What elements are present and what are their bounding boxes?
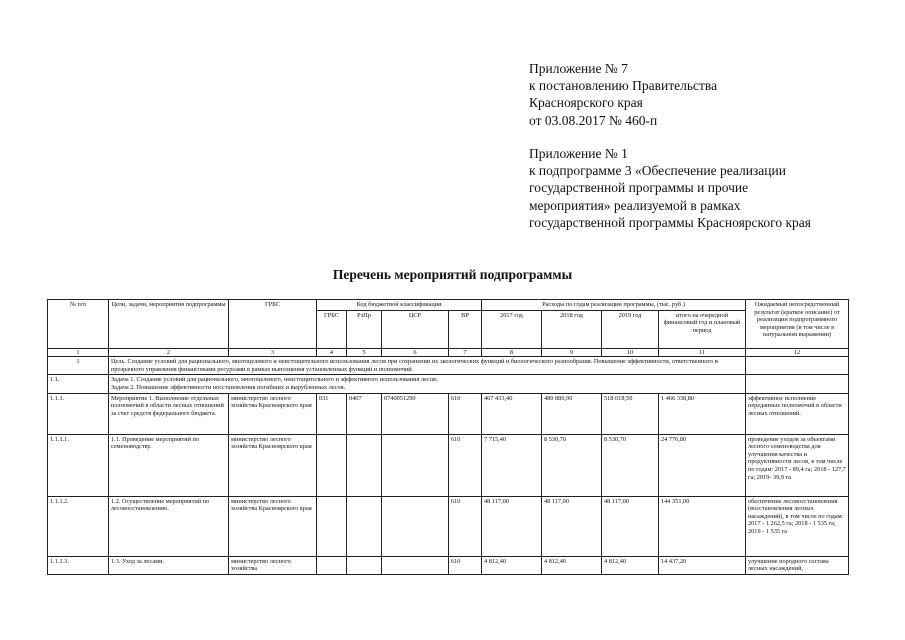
header-line: государственной программы Красноярского края (529, 214, 811, 230)
col-header-rzpr: РзПр (347, 310, 382, 348)
col-header-grbs-code: ГРБС (317, 310, 347, 348)
cell-grbs: министерство лесного хозяйства (229, 556, 317, 574)
cell-y2017: 467 433,40 (482, 393, 542, 434)
cell-y2018: 480 886,90 (542, 393, 602, 434)
cell-total: 144 351,00 (659, 496, 746, 556)
cell-vr: 610 (449, 556, 482, 574)
goal-row (48, 357, 849, 375)
header-line: к подпрограмме 3 «Обеспечение реализации (529, 163, 786, 179)
column-number: 10 (602, 348, 659, 357)
task-text-1: Задача 1. Создание условий для рационального, многоцелевого, неистощительного и эффективного использования лесов; (111, 376, 438, 384)
col-header-2019: 2019 год (602, 310, 659, 348)
cell-y2018: 48 117,00 (542, 496, 602, 556)
cell-y2017: 7 715,40 (482, 434, 542, 496)
column-number: 5 (347, 348, 382, 357)
cell-name: 1.1. Проведение мероприятий по семеноводству. (109, 434, 229, 496)
col-header-kbk: Код бюджетной классификации (317, 300, 482, 311)
column-number: 12 (746, 348, 849, 357)
cell-y2019: 8 530,70 (602, 434, 659, 496)
cell-rzpr: 0407 (347, 393, 382, 434)
cell-y2017: 48 117,00 (482, 496, 542, 556)
col-header-2017: 2017 год (482, 310, 542, 348)
cell-num: 1.1.1.3. (48, 556, 109, 574)
cell-num: 1.1.1. (48, 393, 109, 434)
cell-rzpr (347, 434, 382, 496)
header-line: Приложение № 7 (529, 61, 628, 76)
cell-name: Мероприятие 1. Выполнение отдельных полномочий в области лесных отношений за счет средств федерального бюджета. (109, 393, 229, 434)
cell-num: 1.1.1.1. (48, 434, 109, 496)
header-row-1 (48, 300, 849, 311)
task-num: 1.1. (48, 375, 109, 393)
header-line: Красноярского края (529, 95, 643, 111)
cell-num: 1.1.1.2. (48, 496, 109, 556)
column-number: 3 (229, 348, 317, 357)
cell-rzpr (347, 496, 382, 556)
table-row (48, 496, 849, 556)
column-number: 7 (449, 348, 482, 357)
col-header-total: итого на очередной финансовый год и плановый период (659, 310, 746, 348)
cell-name: 1.2. Осуществление мероприятий по лесовосстановлению. (109, 496, 229, 556)
col-header-csr: ЦСР (382, 310, 449, 348)
cell-vr: 610 (449, 434, 482, 496)
goal-text: Цель. Создание условий для рационального, многоцелевого и неистощительного использования лесов при сохранении их экологических функций и биологического разнообразия. Повышение эффективности, ответственного и прозрачного управления финансовыми ресурсами в рамках выполнения установленных функций и полномочий. (109, 357, 746, 375)
cell-y2018: 8 530,70 (542, 434, 602, 496)
document-title: Перечень мероприятий подпрограммы (332, 267, 573, 282)
appendix-7-header (529, 60, 717, 129)
cell-grbs: министерство лесного хозяйства Красноярского края (229, 434, 317, 496)
header-line: мероприятия» реализуемой в рамках (529, 197, 741, 213)
header-line: государственной программы и прочие (529, 180, 749, 196)
cell-total: 1 466 338,80 (659, 393, 746, 434)
cell-total: 24 776,80 (659, 434, 746, 496)
col-header-grbs: ГРБС (229, 300, 317, 349)
cell-y2017: 4 812,40 (482, 556, 542, 574)
col-header-goals: Цели, задачи, мероприятия подпрограммы (109, 300, 229, 349)
column-number: 11 (659, 348, 746, 357)
table-row (48, 393, 849, 434)
task-row (48, 375, 849, 393)
cell-y2019: 518 018,50 (602, 393, 659, 434)
col-header-expenses: Расходы по годам реализации программы, (тыс. руб.) (482, 300, 746, 311)
cell-grbs-code (317, 556, 347, 574)
cell-vr: 610 (449, 496, 482, 556)
cell-csr (382, 434, 449, 496)
col-header-vr: ВР (449, 310, 482, 348)
cell-result: улучшение породного состава лесных насаждений, (746, 556, 849, 574)
task-text-2: Задача 2. Повышение эффективности восстановления погибших и вырубленных лесов. (111, 383, 346, 391)
column-number-row (48, 348, 849, 357)
col-header-result: Ожидаемый непосредственный результат (краткое описание) от реализации подпрограммного мероприятия (в том числе в натуральном выражении) (746, 300, 849, 349)
goal-num: 1 (48, 357, 109, 375)
column-number: 8 (482, 348, 542, 357)
cell-grbs: министерство лесного хозяйства Красноярского края (229, 393, 317, 434)
header-line: от 03.08.2017 № 460-п (529, 112, 658, 128)
activities-table (47, 299, 849, 575)
cell-y2018: 4 812,40 (542, 556, 602, 574)
col-header-2018: 2018 год (542, 310, 602, 348)
table-row (48, 556, 849, 574)
cell-csr: 0740051290 (382, 393, 449, 434)
table-row (48, 434, 849, 496)
cell-result: обеспечение лесовосстановления (восстановления лесных насаждений), в том числе по годам: 2017 - 1 262,5 га; 2018 - 1 535 га; 2019 - 1 535 га (746, 496, 849, 556)
column-number: 2 (109, 348, 229, 357)
header-line: к постановлению Правительства (529, 78, 718, 94)
column-number: 6 (382, 348, 449, 357)
cell-csr (382, 496, 449, 556)
task-text (109, 375, 746, 393)
cell-result: эффективное исполнение переданных полномочий в области лесных отношений. (746, 393, 849, 434)
cell-name: 1.3. Уход за лесами. (109, 556, 229, 574)
cell-y2019: 48 117,00 (602, 496, 659, 556)
cell-rzpr (347, 556, 382, 574)
cell-vr: 610 (449, 393, 482, 434)
cell-result: проведение уходов за объектами лесного семеноводства для улучшения качества и продуктивности лесов, в том числе по годам: 2017 - 89,4 га; 2018 - 127,7 га; 2019- 39,9 га (746, 434, 849, 496)
col-header-num: № п/п (48, 300, 109, 349)
header-line: Приложение № 1 (529, 146, 628, 161)
cell-y2019: 4 812,40 (602, 556, 659, 574)
column-number: 9 (542, 348, 602, 357)
column-number: 4 (317, 348, 347, 357)
column-number: 1 (48, 348, 109, 357)
cell-grbs-code: 031 (317, 393, 347, 434)
cell-grbs: министерство лесного хозяйства Красноярского края (229, 496, 317, 556)
cell-grbs-code (317, 434, 347, 496)
cell-total: 14 437,20 (659, 556, 746, 574)
cell-grbs-code (317, 496, 347, 556)
appendix-1-header (529, 145, 811, 231)
cell-csr (382, 556, 449, 574)
